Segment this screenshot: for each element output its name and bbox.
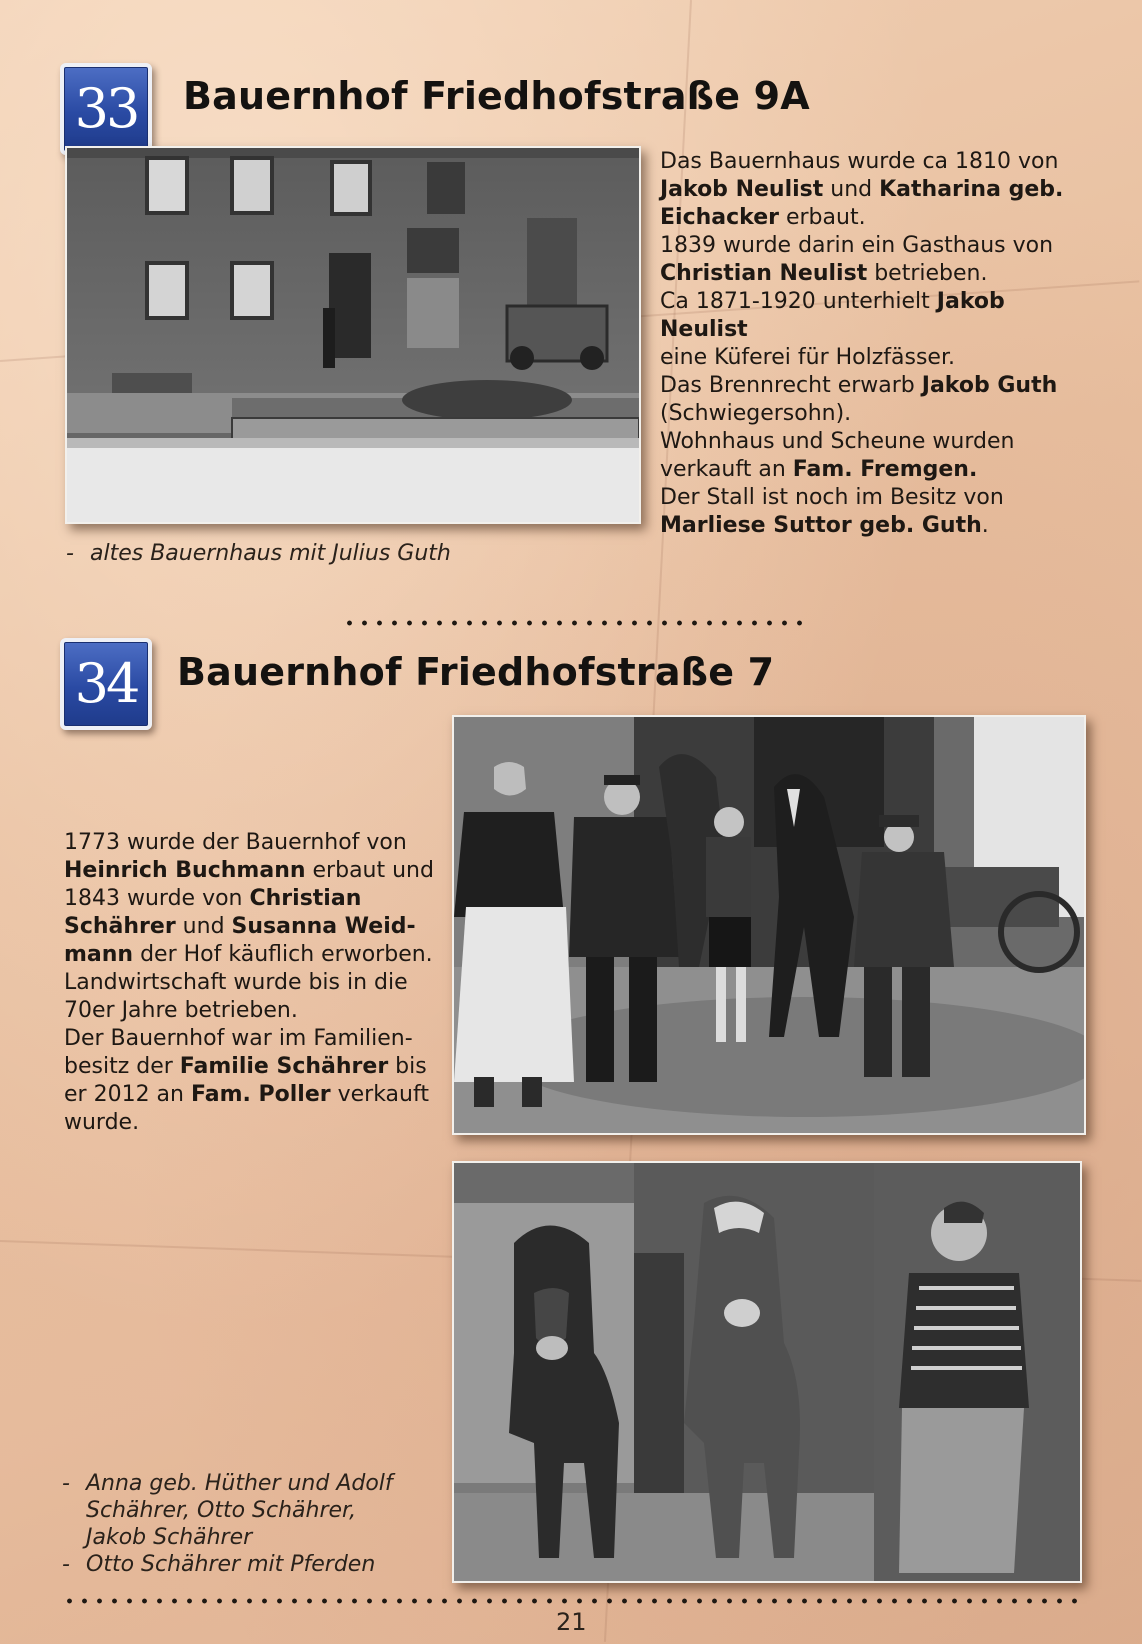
photo-man-horses — [452, 1161, 1082, 1583]
text-run: (Schwiegersohn). — [660, 401, 852, 426]
bold-name: mann — [64, 942, 134, 967]
bold-name: Fam. Poller — [190, 1082, 331, 1107]
text-run: und — [175, 914, 232, 939]
text-run: und — [823, 177, 880, 202]
text-run: 1839 wurde darin ein Gasthaus von — [660, 233, 1054, 258]
text-run: verkauft — [330, 1082, 429, 1107]
text-run: Das Bauernhaus wurde ca 1810 von — [660, 149, 1059, 174]
text-run: Landwirtschaft wurde bis in die — [64, 970, 408, 995]
bold-name: Eichacker — [660, 205, 779, 230]
text-run: bis — [388, 1054, 427, 1079]
text-line — [660, 176, 1100, 204]
text-line — [64, 969, 454, 997]
text-run: er 2012 an — [64, 1082, 191, 1107]
text-run: erbaut. — [778, 205, 866, 230]
section-text — [64, 829, 454, 1137]
bold-name: Familie Schährer — [179, 1054, 389, 1079]
text-run: eine Küferei für Holzfässer. — [660, 345, 955, 370]
text-run: der Hof käuflich erworben. — [133, 942, 433, 967]
text-run: besitz der — [64, 1054, 180, 1079]
dotted-divider — [342, 620, 812, 626]
section-number-badge: 34 — [60, 638, 152, 730]
text-line — [64, 941, 454, 969]
text-line — [660, 512, 1100, 540]
photo-caption — [66, 540, 626, 567]
text-run: Der Stall ist noch im Besitz von — [660, 485, 1004, 510]
bold-name: Schährer — [64, 914, 176, 939]
horses-photo-image — [454, 1163, 1080, 1581]
farmhouse-photo-image — [67, 148, 639, 522]
text-line — [660, 428, 1100, 456]
text-line — [660, 456, 1100, 484]
text-line — [660, 484, 1100, 512]
caption-item — [62, 1551, 452, 1578]
caption-text: altes Bauernhaus mit Julius Guth — [90, 541, 451, 566]
text-line — [64, 1053, 454, 1081]
text-line — [64, 857, 454, 885]
caption-dash: - — [62, 1471, 70, 1496]
bottom-dotted-divider — [62, 1598, 1080, 1604]
section-title: Bauernhof Friedhofstraße 7 — [177, 650, 775, 694]
text-line — [660, 204, 1100, 232]
text-line — [660, 288, 1100, 344]
text-line — [64, 829, 454, 857]
caption-dash: - — [62, 1552, 70, 1577]
text-run: Der Bauernhof war im Familien- — [64, 1026, 413, 1051]
section-text — [660, 148, 1100, 540]
text-line — [660, 344, 1100, 372]
text-line — [64, 913, 454, 941]
text-line — [64, 997, 454, 1025]
photo-farmhouse — [65, 146, 641, 524]
text-run: verkauft an — [660, 457, 793, 482]
text-line — [660, 400, 1100, 428]
text-run: Das Brennrecht erwarb — [660, 373, 922, 398]
caption-line: Schährer, Otto Schährer, — [86, 1498, 357, 1523]
photo-family-horses — [452, 715, 1086, 1135]
caption-dash: - — [66, 541, 74, 566]
text-run: 1843 wurde von — [64, 886, 250, 911]
bold-name: Heinrich Buchmann — [64, 858, 306, 883]
text-line — [64, 885, 454, 913]
caption-item — [62, 1470, 452, 1551]
section-title: Bauernhof Friedhofstraße 9A — [183, 74, 810, 118]
caption-line: Jakob Schährer — [86, 1525, 253, 1550]
section-number-badge: 33 — [60, 63, 152, 155]
text-run: 1773 wurde der Bauernhof von — [64, 830, 407, 855]
bold-name: Christian Neulist — [660, 261, 868, 286]
bold-name: Susanna Weid- — [231, 914, 416, 939]
text-line — [660, 372, 1100, 400]
bold-name: Katharina geb. — [879, 177, 1064, 202]
text-run: 70er Jahre betrieben. — [64, 998, 298, 1023]
page-number: 21 — [556, 1608, 587, 1636]
caption-line: Anna geb. Hüther und Adolf — [86, 1471, 393, 1496]
text-run: erbaut und — [305, 858, 434, 883]
text-run: . — [981, 513, 989, 538]
text-line — [64, 1081, 454, 1109]
family-photo-image — [454, 717, 1084, 1133]
text-line — [660, 148, 1100, 176]
bold-name: Fam. Fremgen. — [792, 457, 978, 482]
text-run: Wohnhaus und Scheune wurden — [660, 429, 1015, 454]
text-line — [660, 232, 1100, 260]
bold-name: Christian — [249, 886, 362, 911]
text-line — [64, 1109, 454, 1137]
caption-line: Otto Schährer mit Pferden — [86, 1552, 376, 1577]
bold-name: Jakob Neulist — [660, 289, 1005, 342]
photo-captions — [62, 1470, 452, 1578]
bold-name: Jakob Guth — [921, 373, 1058, 398]
bold-name: Marliese Suttor geb. Guth — [660, 513, 982, 538]
text-run: Ca 1871-1920 unterhielt — [660, 289, 937, 314]
text-run: betrieben. — [867, 261, 988, 286]
text-run: wurde. — [64, 1110, 140, 1135]
text-line — [64, 1025, 454, 1053]
text-line — [660, 260, 1100, 288]
bold-name: Jakob Neulist — [660, 177, 824, 202]
